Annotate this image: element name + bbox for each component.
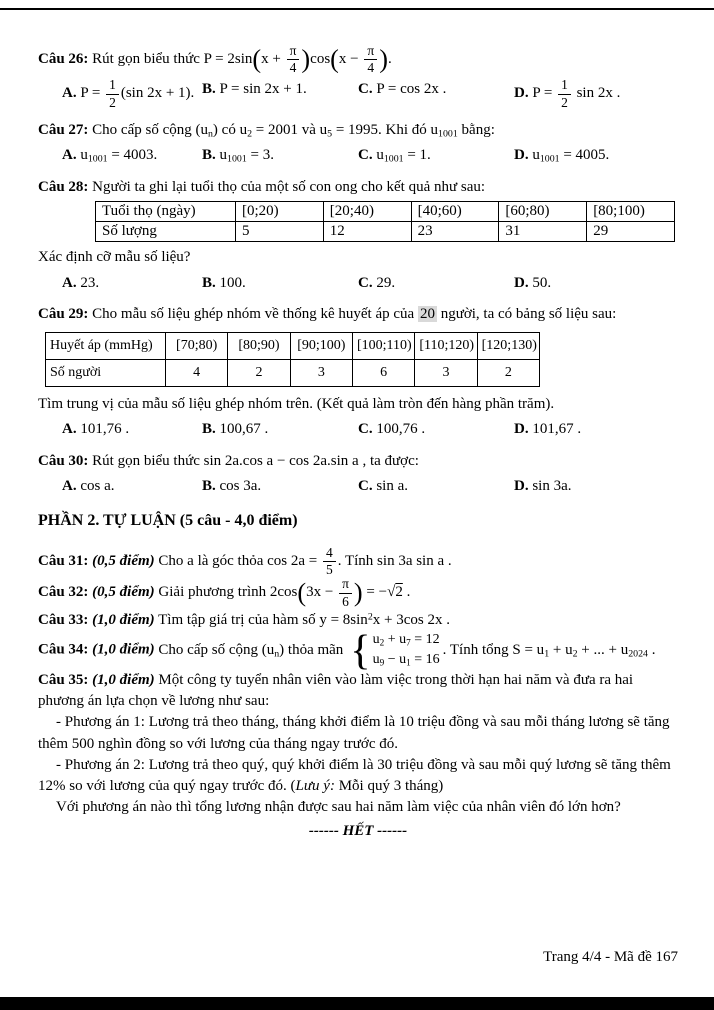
q35-paragraph-1 <box>38 670 678 713</box>
option-text: 29. <box>376 274 396 291</box>
left-paren: ( <box>297 578 307 608</box>
question-29-options <box>38 418 678 441</box>
fraction-numerator: 1 <box>558 78 571 94</box>
option-text: P = <box>80 85 101 102</box>
question-text: Cho a là góc thỏa cos 2a = <box>158 553 318 570</box>
table-cell: [90;100) <box>290 332 352 359</box>
question-label: Câu 28: <box>38 178 89 195</box>
option-letter: D. <box>514 147 529 164</box>
table-cell: [0;20) <box>236 202 324 222</box>
part2-heading: PHẦN 2. TỰ LUẬN (5 câu - 4,0 điểm) <box>38 511 298 529</box>
radicand: 2 <box>395 584 403 601</box>
option-letter: A. <box>62 274 77 291</box>
question-label: Câu 26: <box>38 51 89 68</box>
table-cell: [100;110) <box>352 332 414 359</box>
question-text: . Tính tổng $S = u_1 + u_2$ + ... + $u_{2024}$ . <box>442 641 656 660</box>
option-text: cos a. <box>80 478 115 495</box>
table-cell: 31 <box>499 222 587 242</box>
option-a <box>62 272 202 295</box>
option-d <box>514 144 678 167</box>
question-28-options <box>38 272 678 295</box>
question-label: Câu 34: <box>38 641 89 658</box>
option-text: sin 2x . <box>576 85 621 102</box>
option-letter: B. <box>202 147 216 164</box>
question-26-formula <box>203 43 392 76</box>
option-d <box>514 418 678 441</box>
question-label: Câu 35: <box>38 671 89 688</box>
sqrt-symbol: √ <box>387 584 396 601</box>
option-b <box>202 272 358 295</box>
question-text: Người ta ghi lại tuổi thọ của một số con ong cho kết quả như sau: <box>92 178 486 195</box>
option-c <box>358 475 514 498</box>
table-cell: 12 <box>323 222 411 242</box>
question-26-options <box>38 78 678 109</box>
question-text: Rút gọn biểu thức sin 2a.cos a − cos 2a.sin a , ta được: <box>92 452 419 469</box>
question-text: Rút gọn biểu thức <box>92 51 200 68</box>
option-text: (sin 2x + 1). <box>120 85 195 102</box>
option-letter: C. <box>358 478 373 495</box>
option-a <box>62 144 202 167</box>
option-c <box>358 418 514 441</box>
option-text: $u_{1001} = 1$. <box>376 147 431 165</box>
right-paren: ) <box>379 44 388 74</box>
q35-option-2: - Phương án 2: Lương trả theo quý, quý khởi điểm là 30 triệu đồng và sau mỗi quý lương sẽ tăng thêm 12% so với lương của quý ngay trước đó. (Lưu ý: Mỗi quý 3 tháng) <box>38 756 671 795</box>
question-30-options <box>38 475 678 498</box>
table-cell: [80;90) <box>228 332 290 359</box>
exam-content <box>38 44 678 842</box>
option-text: $u_{1001} = 3$. <box>219 147 274 165</box>
option-letter: D. <box>514 85 529 102</box>
math-text: . <box>387 51 392 68</box>
option-b <box>202 475 358 498</box>
system-equations <box>373 631 440 669</box>
option-text: 101,67 . <box>532 421 582 438</box>
question-points: (1,0 điểm) <box>92 641 155 658</box>
math-text: 3x − <box>306 584 334 601</box>
option-text: P = sin 2x + 1. <box>219 81 307 98</box>
math-text: cos <box>310 51 331 68</box>
option-a <box>62 78 202 109</box>
option-letter: D. <box>514 421 529 438</box>
fraction <box>558 78 571 109</box>
option-c <box>358 78 514 109</box>
question-35 <box>38 670 678 842</box>
fraction <box>287 44 300 75</box>
option-letter: B. <box>202 274 216 291</box>
table-cell: 6 <box>352 359 414 386</box>
math-text: P = 2sin <box>203 51 253 68</box>
question-text: Giải phương trình 2cos <box>158 584 298 601</box>
table-cell: 23 <box>411 222 499 242</box>
option-letter: B. <box>202 478 216 495</box>
math-text: . <box>402 584 411 601</box>
fraction <box>106 78 119 109</box>
table-cell: 29 <box>587 222 675 242</box>
table-cell: 2 <box>477 359 539 386</box>
option-d <box>514 272 678 295</box>
option-text: cos 3a. <box>219 478 262 495</box>
option-letter: A. <box>62 147 77 164</box>
page-footer: Trang 4/4 - Mã đề 167 <box>543 949 678 965</box>
table-row <box>46 359 540 386</box>
table-cell: 3 <box>415 359 477 386</box>
option-c <box>358 272 514 295</box>
option-text: 23. <box>80 274 100 291</box>
math-text: = − <box>366 584 388 601</box>
fraction-numerator: π <box>364 44 377 60</box>
option-a <box>62 418 202 441</box>
fraction-denominator: 4 <box>367 60 375 76</box>
q35-question: Với phương án nào thì tổng lương nhận được sau hai năm làm việc của nhân viên đó lớn hơn? <box>56 799 621 816</box>
option-text: 101,76 . <box>80 421 130 438</box>
question-27-options <box>38 144 678 167</box>
question-label: Câu 29: <box>38 306 89 323</box>
table-cell: [110;120) <box>415 332 477 359</box>
fraction <box>339 577 352 608</box>
fraction-numerator: 4 <box>323 546 336 562</box>
option-text: sin a. <box>376 478 409 495</box>
option-letter: C. <box>358 147 373 164</box>
option-letter: C. <box>358 421 373 438</box>
option-text: 50. <box>532 274 552 291</box>
equation-system: { $u_2 + u_7 = 12$ $u_9 - u_1 = 16$ <box>350 627 440 675</box>
question-26 <box>38 44 678 75</box>
table-cell: Huyết áp (mmHg) <box>46 332 166 359</box>
option-letter: B. <box>202 421 216 438</box>
question-text: . Tính sin 3a sin a . <box>337 553 452 570</box>
question-points: (0,5 điểm) <box>92 584 155 601</box>
table-cell: Số người <box>46 359 166 386</box>
table-cell: [70;80) <box>166 332 228 359</box>
question-text: Cho cấp số cộng $(u_n)$ thỏa mãn <box>158 641 344 660</box>
table-cell: 5 <box>236 222 324 242</box>
option-text: 100,76 . <box>376 421 426 438</box>
question-label: Câu 30: <box>38 452 89 469</box>
question-text: Cho mẫu số liệu ghép nhóm về thống kê huyết áp của 20 người, ta có bảng số liệu sau: <box>92 306 617 323</box>
table-cell: 2 <box>228 359 290 386</box>
page-bottom-border <box>0 997 714 1010</box>
left-paren: ( <box>330 44 339 74</box>
q29-prompt: Tìm trung vị của mẫu số liệu ghép nhóm trên. (Kết quả làm tròn đến hàng phần trăm). <box>38 395 555 412</box>
question-30 <box>38 450 678 473</box>
option-a <box>62 475 202 498</box>
option-b <box>202 418 358 441</box>
table-cell: 4 <box>166 359 228 386</box>
question-points: (1,0 điểm) <box>92 671 155 688</box>
question-label: Câu 33: <box>38 611 89 628</box>
right-paren: ) <box>353 578 363 608</box>
option-letter: A. <box>62 421 77 438</box>
option-text: 100. <box>219 274 246 291</box>
option-text: 100,67 . <box>219 421 269 438</box>
question-31 <box>38 546 678 577</box>
q35-option-1: - Phương án 1: Lương trả theo tháng, tháng khởi điểm là 10 triệu đồng và sau mỗi tháng lương sẽ tăng thêm 500 nghìn đồng so với lương của tháng ngay trước đó. <box>38 714 670 752</box>
option-letter: B. <box>202 81 216 98</box>
table-cell: [60;80) <box>499 202 587 222</box>
question-label: Câu 27: <box>38 121 89 138</box>
left-paren: ( <box>252 44 262 74</box>
fraction <box>323 546 336 577</box>
question-28 <box>38 176 678 199</box>
option-d <box>514 78 678 109</box>
question-text: Tìm tập giá trị của hàm số $y = 8\sin^2x + 3\cos$ 2x . <box>158 611 450 628</box>
fraction-denominator: 4 <box>289 60 297 76</box>
fraction-denominator: 2 <box>561 94 568 110</box>
fraction-numerator: π <box>287 44 300 60</box>
table-cell: [80;100) <box>587 202 675 222</box>
option-letter: A. <box>62 85 77 102</box>
table-cell: [40;60) <box>411 202 499 222</box>
end-marker: ------ HẾT ------ <box>308 822 408 839</box>
option-b <box>202 78 358 109</box>
fraction-numerator: 1 <box>106 78 119 94</box>
question-points: (1,0 điểm) <box>92 611 155 628</box>
option-letter: C. <box>358 274 373 291</box>
table-cell: [20;40) <box>323 202 411 222</box>
math-text: x + <box>261 51 281 68</box>
option-c <box>358 144 514 167</box>
question-29 <box>38 303 678 326</box>
math-text: x − <box>338 51 359 68</box>
fraction-denominator: 2 <box>109 94 116 110</box>
table-cell: [120;130) <box>477 332 539 359</box>
page-top-border <box>0 8 714 10</box>
option-letter: C. <box>358 81 373 98</box>
question-text: Cho cấp số cộng $(u_n)$ có $u_2 = 2001$ và $u_5 = 1995$. Khi đó $u_{1001}$ bằng: <box>92 121 495 140</box>
table-row <box>46 332 540 359</box>
question-points: (0,5 điểm) <box>92 553 155 570</box>
option-text: P = cos 2x . <box>376 81 447 98</box>
fraction <box>364 44 377 75</box>
option-text: sin 3a. <box>532 478 572 495</box>
option-b <box>202 144 358 167</box>
question-27 <box>38 119 678 142</box>
equation-2: $u_9 - u_1 = 16$ <box>372 652 440 668</box>
table-row <box>96 202 675 222</box>
option-letter: D. <box>514 274 529 291</box>
right-paren: ) <box>301 44 311 74</box>
fraction-numerator: π <box>339 577 352 593</box>
q28-prompt: Xác định cỡ mẫu số liệu? <box>38 249 191 266</box>
table-row <box>96 222 675 242</box>
question-32 <box>38 577 678 608</box>
option-letter: A. <box>62 478 77 495</box>
equation-1: $u_2 + u_7 = 12$ <box>372 632 440 648</box>
option-text: $u_{1001} = 4003$. <box>80 147 158 165</box>
q29-frequency-table <box>45 332 540 387</box>
question-text: Một công ty tuyển nhân viên vào làm việc trong thời hạn hai năm và đưa ra hai phương án lựa chọn về lương như sau: <box>38 671 634 709</box>
table-cell: Số lượng <box>96 222 236 242</box>
table-cell: Tuổi thọ (ngày) <box>96 202 236 222</box>
table-cell: 3 <box>290 359 352 386</box>
fraction-denominator: 5 <box>326 562 333 578</box>
q28-frequency-table <box>95 201 675 242</box>
option-letter: D. <box>514 478 529 495</box>
option-text: $u_{1001} = 4005$. <box>532 147 610 165</box>
option-text: P = <box>532 85 553 102</box>
option-d <box>514 475 678 498</box>
question-label: Câu 31: <box>38 553 89 570</box>
fraction-denominator: 6 <box>342 593 349 609</box>
question-label: Câu 32: <box>38 584 89 601</box>
question-34 <box>38 627 678 675</box>
